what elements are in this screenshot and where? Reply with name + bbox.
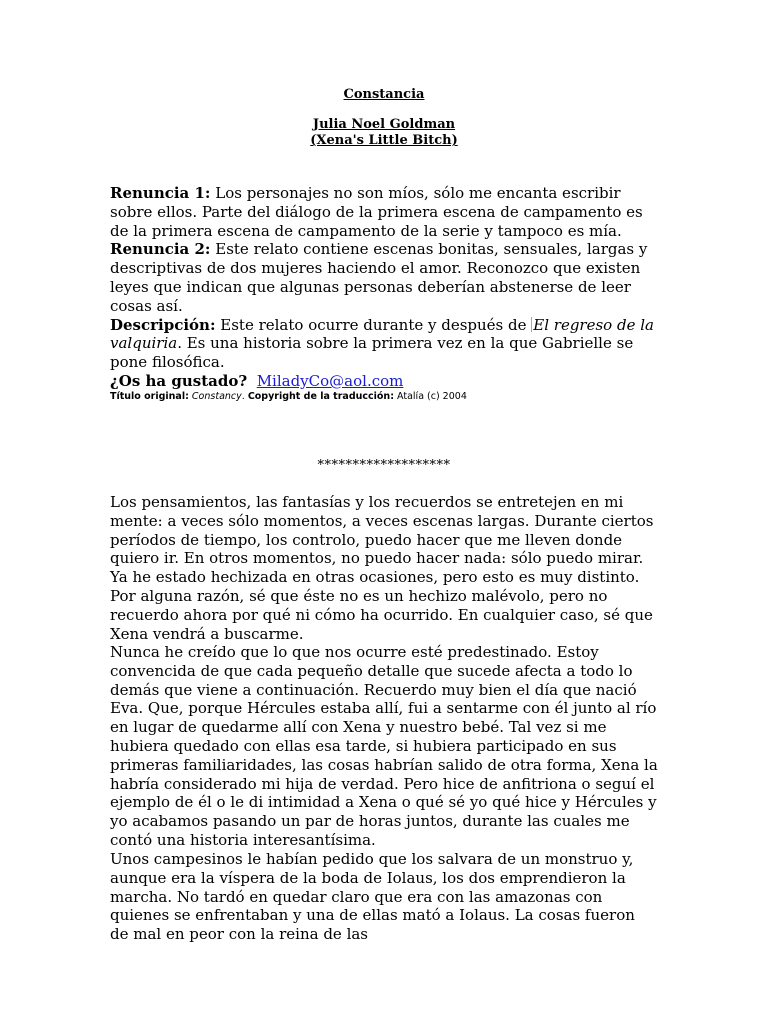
original-title: Constancy <box>191 391 242 402</box>
paragraph-1: Los pensamientos, las fantasías y los recuerdos se entretejen en mi mente: a veces sólo momentos, a veces escenas largas. Durante ciertos períodos de tiempo, los controlo, puedo hacer que me lleven donde quiero ir. En otros momentos, no puedo hacer nada: sólo puedo mirar. Ya he estado hechizada en otras ocasiones, pero esto es muy distinto. Por alguna razón, sé que éste no es un hechizo malévolo, pero no recuerdo ahora por qué ni cómo ha ocurrido. En cualquier caso, sé que Xena vendrá a buscarme. <box>110 493 654 643</box>
feedback-label: ¿Os ha gustado? <box>110 371 248 390</box>
disclaimer-1-text: Los personajes no son míos, sólo me encanta escribir sobre ellos. Parte del diálogo de la primera escena de campamento es de la primera escena de campamento de la serie y tampoco es mía. <box>110 184 643 240</box>
disclaimer-2-label: Renuncia 2: <box>110 240 211 259</box>
description-label: Descripción: <box>110 315 216 334</box>
author-alias: (Xena's Little Bitch) <box>310 133 458 148</box>
original-title-label: Título original: <box>110 391 189 402</box>
disclaimers <box>110 184 658 391</box>
section-separator: ******************* <box>317 458 451 473</box>
description-text-a: Este relato ocurre durante y después de <box>215 315 532 334</box>
copyright-value: Atalía (c) 2004 <box>397 391 467 402</box>
disclaimer-1-label: Renuncia 1: <box>110 184 211 202</box>
disclaimer-2-text: Este relato contiene escenas bonitas, sensuales, largas y descriptivas de dos mujeres haciendo el amor. Reconozco que existen leyes que indican que algunas personas deberían abstenerse de leer cosas así. <box>110 240 648 315</box>
copyright-label: Copyright de la traducción: <box>247 391 394 402</box>
story-title: Constancia <box>343 87 425 102</box>
credits-line: Título original: Constancy. Copyright de la traducción: Atalía (c) 2004 <box>110 391 467 402</box>
description-episode-title: El regreso de la valquiria <box>110 315 654 353</box>
paragraph-2: Nunca he creído que lo que nos ocurre esté predestinado. Estoy convencida de que cada pequeño detalle que sucede afecta a todo lo demás que viene a continuación. Recuerdo muy bien el día que nació Eva. Que, porque Hércules estaba allí, fui a sentarme con él junto al río en lugar de quedarme allí con Xena y nuestro bebé. Tal vez si me hubiera quedado con ellas esa tarde, si hubiera participado en sus primeras familiaridades, las cosas habrían salido de otra forma, Xena la habría considerado mi hija de verdad. Pero hice de anfitriona o seguí el ejemplo de él o le di intimidad a Xena o qué sé yo qué hice y Hércules y yo acabamos pasando un par de horas juntos, durante las cuales me contó una historia interesantísima. <box>110 643 658 849</box>
email-link[interactable]: MiladyCo@aol.com <box>256 371 404 390</box>
author-name: Julia Noel Goldman <box>312 117 456 132</box>
description-text-b: . Es una historia sobre la primera vez en la que Gabrielle se pone filosófica. <box>110 334 634 372</box>
paragraph-3: Unos campesinos le habían pedido que los salvara de un monstruo y, aunque era la víspera de la boda de Iolaus, los dos emprendieron la marcha. No tardó en quedar claro que era con las amazonas con quienes se enfrentaban y una de ellas mató a Iolaus. La cosas fueron de mal en peor con la reina de las <box>110 850 635 944</box>
